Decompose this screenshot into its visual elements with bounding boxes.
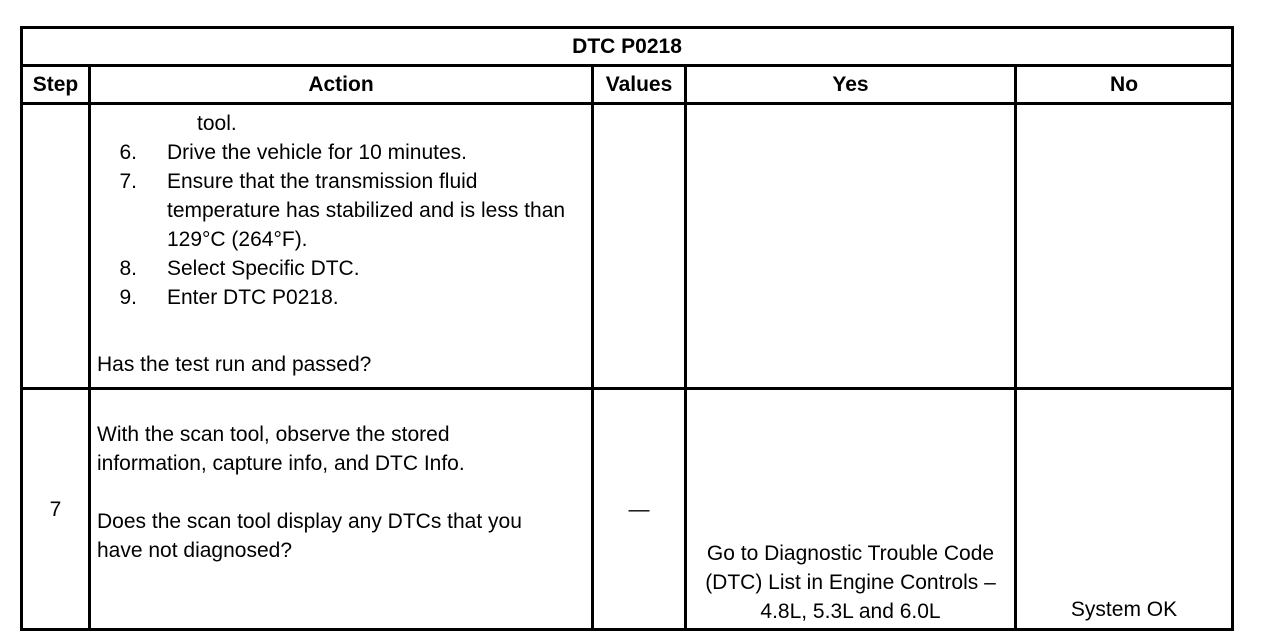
dtc-table bbox=[20, 26, 1234, 631]
step-text: Select Specific DTC. bbox=[167, 257, 360, 280]
instruction-text: With the scan tool, observe the stored information, capture info, and DTC Info. bbox=[97, 423, 465, 475]
header-step: Step bbox=[22, 66, 90, 104]
list-item bbox=[97, 167, 585, 254]
list-item bbox=[97, 109, 585, 138]
table-row bbox=[22, 104, 1233, 389]
no-cell: System OK bbox=[1016, 389, 1233, 630]
step-cell bbox=[22, 104, 90, 389]
yes-cell bbox=[686, 104, 1016, 389]
action-cell bbox=[90, 104, 593, 389]
step-text: Enter DTC P0218. bbox=[167, 286, 339, 309]
values-cell bbox=[593, 104, 686, 389]
header-no: No bbox=[1016, 66, 1233, 104]
table-row bbox=[22, 389, 1233, 630]
step-number: 9. bbox=[119, 286, 137, 309]
header-values: Values bbox=[593, 66, 686, 104]
action-cell bbox=[90, 389, 593, 630]
question-text: Does the scan tool display any DTCs that you have not diagnosed? bbox=[97, 510, 522, 562]
list-item bbox=[97, 138, 585, 167]
no-cell bbox=[1016, 104, 1233, 389]
step-number: 6. bbox=[119, 141, 137, 164]
header-yes: Yes bbox=[686, 66, 1016, 104]
list-item bbox=[97, 283, 585, 312]
header-action: Action bbox=[90, 66, 593, 104]
list-item bbox=[97, 254, 585, 283]
step-number: 7. bbox=[119, 170, 137, 193]
step-list bbox=[97, 109, 585, 312]
table-title: DTC P0218 bbox=[22, 28, 1233, 66]
question-text: Has the test run and passed? bbox=[97, 353, 372, 376]
yes-cell: Go to Diagnostic Trouble Code (DTC) List in Engine Controls – 4.8L, 5.3L and 6.0L bbox=[686, 389, 1016, 630]
step-text: Ensure that the transmission fluid temperature has stabilized and is less than 129°C (264°F). bbox=[167, 170, 566, 251]
values-cell: — bbox=[593, 389, 686, 630]
step-number: 8. bbox=[119, 257, 137, 280]
continuation-text: tool. bbox=[197, 112, 237, 135]
step-cell: 7 bbox=[22, 389, 90, 630]
step-text: Drive the vehicle for 10 minutes. bbox=[167, 141, 467, 164]
